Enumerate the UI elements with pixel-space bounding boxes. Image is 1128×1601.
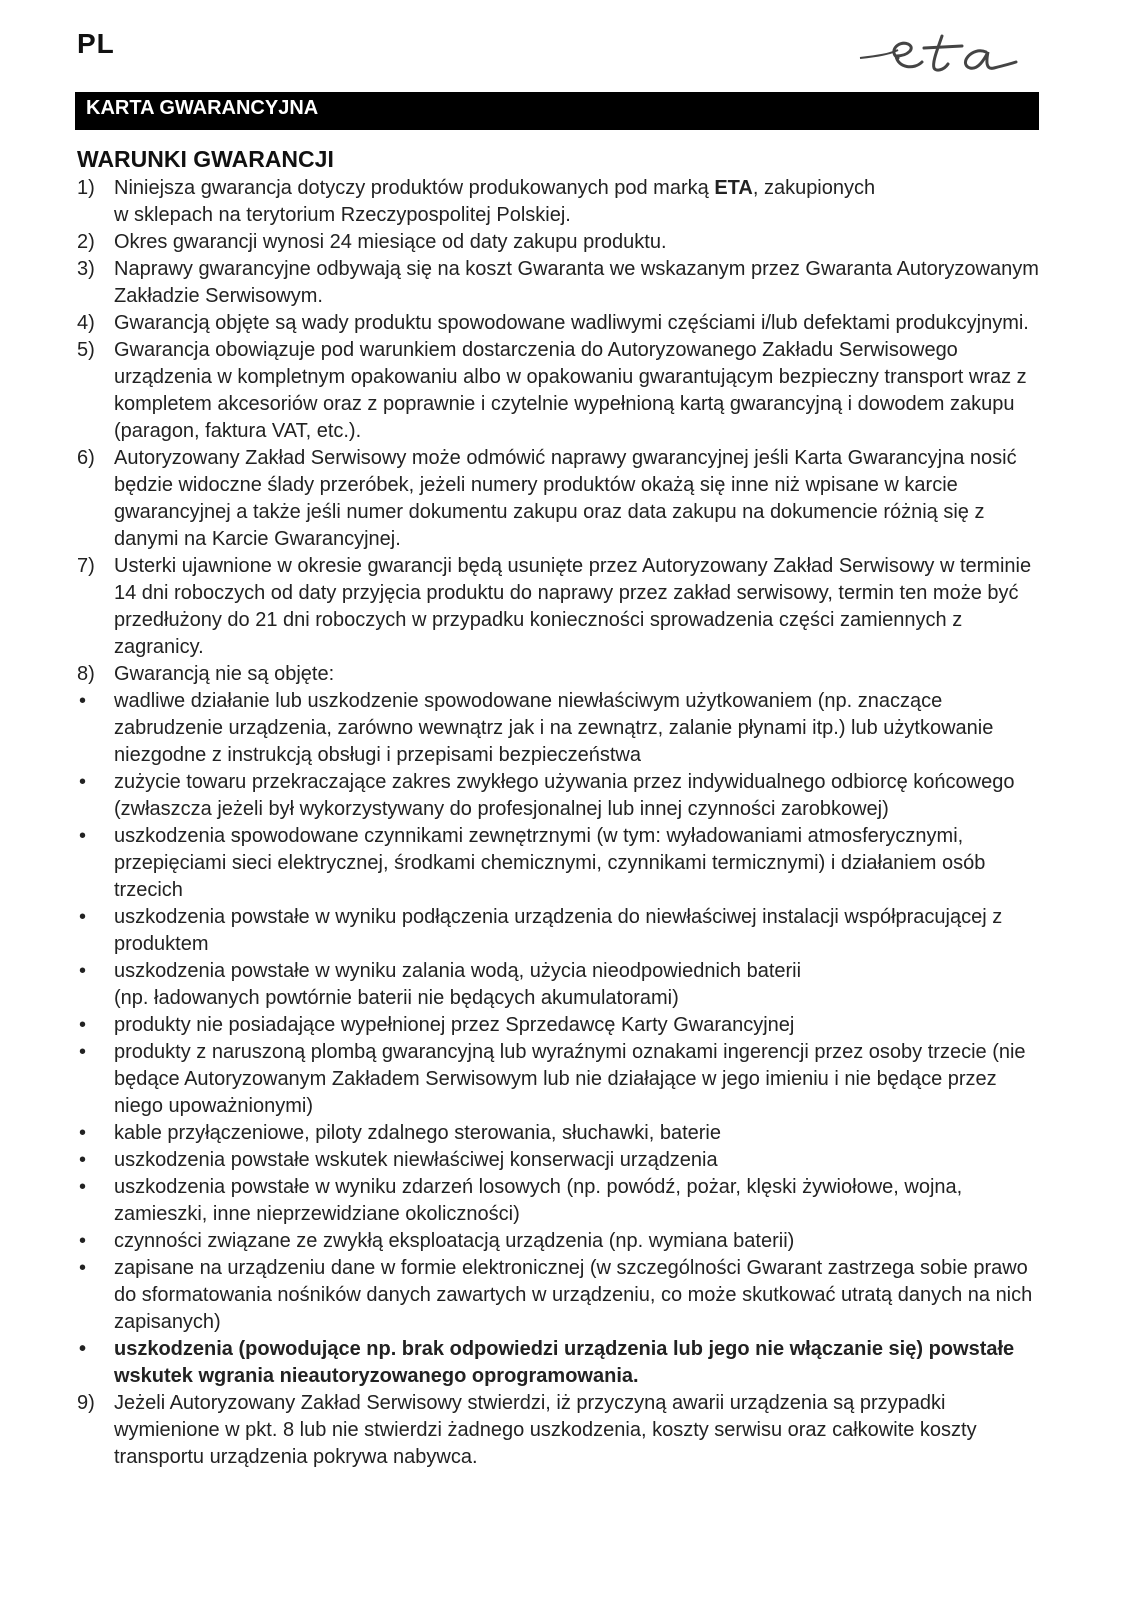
bullet-item-bold: • uszkodzenia (powodujące np. brak odpowiedzi urządzenia lub jego nie włączanie się) powstałe wskutek wgrania nieautoryzowanego oprogramowania. xyxy=(79,1338,1015,1387)
eta-logo xyxy=(858,30,1018,82)
bullet-item: • uszkodzenia powstałe wskutek niewłaściwej konserwacji urządzenia xyxy=(79,1149,718,1171)
bullet-item: • uszkodzenia spowodowane czynnikami zewnętrznymi (w tym: wyładowaniami atmosferycznymi, przepięciami sieci elektrycznej, środkami chemicznymi, czynnikami termicznymi) i działaniem osób trzecich xyxy=(79,825,986,901)
section-title: WARUNKI GWARANCJI xyxy=(77,146,334,172)
bullet-item: • uszkodzenia powstałe w wyniku podłączenia urządzenia do niewłaściwej instalacji współpracującej z produktem xyxy=(79,906,1003,955)
bullet-item: • kable przyłączeniowe, piloty zdalnego sterowania, słuchawki, baterie xyxy=(79,1122,721,1144)
bullet-item: • wadliwe działanie lub uszkodzenie spowodowane niewłaściwym użytkowaniem (np. znaczące zabrudzenie urządzenia, zarówno wewnątrz jak i na zewnątrz, zalanie płynami itp.) lub użytkowanie niezgodne z instrukcją obsługi i przepisami bezpieczeństwa xyxy=(79,690,994,766)
bullet-item: • produkty nie posiadające wypełnionej przez Sprzedawcę Karty Gwarancyjnej xyxy=(79,1014,795,1036)
bullet-item: • produkty z naruszoną plombą gwarancyjną lub wyraźnymi oznakami ingerencji przez osoby trzecie (nie będące Autoryzowanym Zakładem Serwisowym lub nie działające w jego imieniu i nie będące przez niego upoważnionymi) xyxy=(79,1041,1026,1117)
list-item-9: 9) Jeżeli Autoryzowany Zakład Serwisowy stwierdzi, iż przyczyną awarii urządzenia są przypadki wymienione w pkt. 8 lub nie stwierdzi żadnego uszkodzenia, koszty serwisu oraz całkowite koszty transportu urządzenia pokrywa nabywca. xyxy=(77,1392,977,1468)
bullet-item: • uszkodzenia powstałe w wyniku zalania wodą, użycia nieodpowiednich baterii (np. ładowanych powtórnie baterii nie będących akumulatorami) xyxy=(79,960,802,1009)
title-bar: KARTA GWARANCYJNA xyxy=(75,92,1039,130)
list-item-3: 3) Naprawy gwarancyjne odbywają się na koszt Gwaranta we wskazanym przez Gwaranta Autoryzowanym Zakładzie Serwisowym. xyxy=(77,258,1039,307)
bullet-item: • zużycie towaru przekraczające zakres zwykłego używania przez indywidualnego odbiorcę końcowego (zwłaszcza jeżeli był wykorzystywany do profesjonalnej lub innej czynności zarobkowej) xyxy=(79,771,1015,820)
bullet-item: • czynności związane ze zwykłą eksploatacją urządzenia (np. wymiana baterii) xyxy=(79,1230,795,1252)
list-item-8: 8) Gwarancją nie są objęte: xyxy=(77,663,335,685)
list-item-4: 4) Gwarancją objęte są wady produktu spowodowane wadliwymi częściami i/lub defektami produkcyjnymi. xyxy=(77,312,1029,334)
bullet-item: • uszkodzenia powstałe w wyniku zdarzeń losowych (np. powódź, pożar, klęski żywiołowe, wojna, zamieszki, inne nieprzewidziane okoliczności) xyxy=(79,1176,963,1225)
list-item-1: 1) Niniejsza gwarancja dotyczy produktów produkowanych pod marką ETA, zakupionych w sklepach na terytorium Rzeczypospolitej Polskiej. xyxy=(77,177,876,226)
list-item-6: 6) Autoryzowany Zakład Serwisowy może odmówić naprawy gwarancyjnej jeśli Karta Gwarancyjna nosić będzie widoczne ślady przeróbek, jeżeli numery produktów okażą się inne niż wpisane w karcie gwarancyjnej a także jeśli numer dokumentu zakupu oraz data zakupu na dokumencie różnią się z danymi na Karcie Gwarancyjnej. xyxy=(77,447,1017,550)
bullet-item: • zapisane na urządzeniu dane w formie elektronicznej (w szczególności Gwarant zastrzega sobie prawo do sformatowania nośników danych zawartych w urządzeniu, co może skutkować utratą danych na nich zapisanych) xyxy=(79,1257,1033,1333)
list-item-7: 7) Usterki ujawnione w okresie gwarancji będą usunięte przez Autoryzowany Zakład Serwisowy w terminie 14 dni roboczych od daty przyjęcia produktu do naprawy przez zakład serwisowy, termin ten może być przedłużony do 21 dni roboczych w przypadku konieczności sprowadzenia części zamiennych z zagranicy. xyxy=(77,555,1032,658)
language-code: PL xyxy=(77,28,115,59)
list-item-2: 2) Okres gwarancji wynosi 24 miesiące od daty zakupu produktu. xyxy=(77,231,667,253)
list-item-5: 5) Gwarancja obowiązuje pod warunkiem dostarczenia do Autoryzowanego Zakładu Serwisowego urządzenia w kompletnym opakowaniu albo w opakowaniu gwarantującym bezpieczny transport wraz z kompletem akcesoriów oraz z poprawnie i czytelnie wypełnioną kartą gwarancyjną i dowodem zakupu (paragon, faktura VAT, etc.). xyxy=(77,339,1027,442)
warranty-conditions xyxy=(77,145,1047,1471)
brand-name: ETA xyxy=(714,177,753,199)
